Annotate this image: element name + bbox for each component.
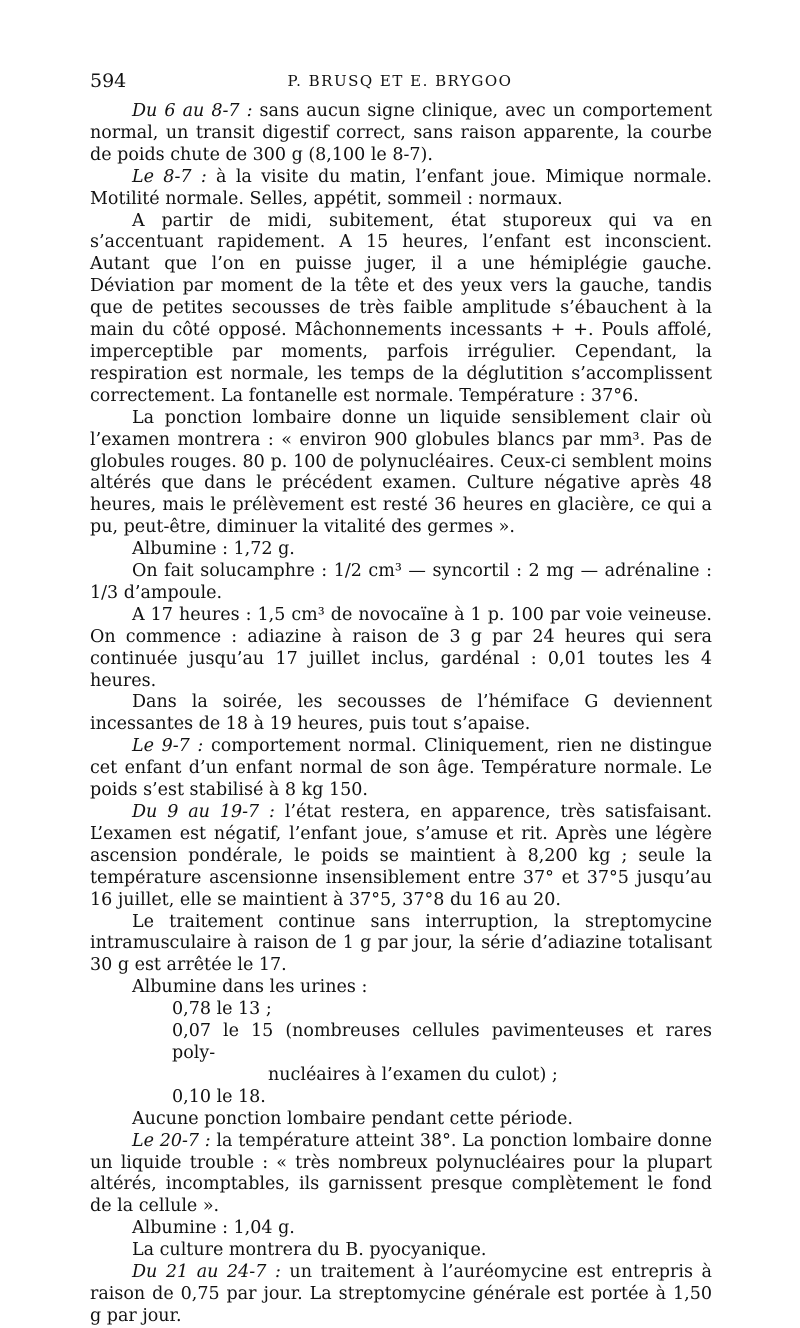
- paragraph-text: sans aucun signe clinique, avec un comportement normal, un transit digestif correct, sans raison apparente, la courbe de poids chute de 300 g (8,100 le 8-7).: [90, 101, 713, 165]
- list-item-text: 0,07 le 15 (nombreuses cellules pavimenteuses et rares poly-: [172, 1021, 712, 1063]
- paragraph: [90, 1109, 712, 1131]
- paragraph-text: à la visite du matin, l’enfant joue. Mimique normale. Motilité normale. Selles, appétit, sommeil : normaux.: [90, 166, 712, 209]
- paragraph: [90, 912, 712, 978]
- paragraph: [90, 1262, 712, 1328]
- paragraph: [90, 977, 712, 999]
- paragraph: [90, 211, 712, 408]
- paragraph-group: [90, 101, 712, 999]
- page-header: [90, 70, 710, 94]
- list-item: [90, 999, 712, 1021]
- date-lead: Du 9 au 19-7 :: [132, 802, 275, 822]
- date-lead: Le 9-7 :: [132, 736, 204, 757]
- paragraph: [90, 1218, 712, 1240]
- paragraph: [90, 605, 712, 693]
- paragraph-text: Albumine : 1,72 g.: [132, 539, 295, 560]
- paragraph-text: A partir de midi, subitement, état stuporeux qui va en s’accentuant rapidement. A 15 heures, l’enfant est inconscient. Autant que l’on en puisse juger, il a une hémiplégie gauche. Déviation par moment de la tête et des yeux vers la gauche, tandis que de petites secousses de très faible amplitude s’ébauchent à la main du côté opposé. Mâchonnements incessants + +. Pouls affolé, imperceptible par moments, parfois irrégulier. Cependant, la respiration est normale, les temps de la déglutition s’accomplissent correctement. La fontanelle est normale. Température : 37°6.: [90, 210, 712, 406]
- paragraph-text: Dans la soirée, les secousses de l’hémiface G deviennent incessantes de 18 à 19 heures, puis tout s’apaise.: [90, 692, 712, 735]
- paragraph-text: un traitement à l’auréomycine est entrepris à raison de 0,75 par jour. La streptomycine générale est portée à 1,50 g par jour.: [90, 1262, 712, 1326]
- paragraph-text: Albumine dans les urines :: [132, 977, 368, 998]
- paragraph-text: La ponction lombaire donne un liquide sensiblement clair où l’examen montrera : « environ 900 globules blancs par mm³. Pas de globules rouges. 80 p. 100 de polynucléaires. Ceux-ci semblent moins altérés que dans le précédent examen. Culture négative après 48 heures, mais le prélèvement est resté 36 heures en glacière, ce qui a pu, peut-être, diminuer la vitalité des germes ».: [90, 407, 712, 538]
- paragraph-text: l’état restera, en apparence, très satisfaisant. L’examen est négatif, l’enfant joue, s’amuse et rit. Après une légère ascension pondérale, le poids se maintient à 8,200 kg ; seule la température ascensionne insensiblement entre 37° et 37°5 jusqu’au 16 juillet, elle se maintient à 37°5, 37°8 du 16 au 20.: [90, 802, 712, 910]
- paragraph-text: On fait solucamphre : 1/2 cm³ — syncortil : 2 mg — adrénaline : 1/3 d’ampoule.: [90, 561, 712, 603]
- paragraph: [90, 101, 712, 167]
- paragraph-text: Albumine : 1,04 g.: [132, 1218, 295, 1239]
- paragraph: [90, 561, 712, 605]
- paragraph: [90, 802, 712, 912]
- paragraph: [90, 408, 712, 539]
- paragraph-text: A 17 heures : 1,5 cm³ de novocaïne à 1 p. 100 par voie veineuse. On commence : adiazine à raison de 3 g par 24 heures qui sera continuée jusqu’au 17 juillet inclus, gardénal : 0,01 toutes les 4 heures.: [90, 604, 712, 691]
- date-lead: Du 6 au 8-7 :: [132, 101, 253, 121]
- list-item: [90, 1021, 712, 1087]
- paragraph-text: La culture montrera du B. pyocyanique.: [132, 1240, 487, 1261]
- paragraph: [90, 692, 712, 736]
- paragraph-group: [90, 1109, 712, 1328]
- running-title: P. BRUSQ ET E. BRYGOO: [287, 72, 513, 90]
- paragraph: [90, 1131, 712, 1219]
- paragraph: [90, 1240, 712, 1262]
- paragraph: [90, 539, 712, 561]
- list-item-text: 0,78 le 13 ;: [172, 999, 272, 1020]
- albumine-list: [90, 999, 712, 1109]
- date-lead: Du 21 au 24-7 :: [132, 1262, 281, 1283]
- paragraph-text: Aucune ponction lombaire pendant cette période.: [132, 1108, 573, 1129]
- paragraph-text: comportement normal. Cliniquement, rien ne distingue cet enfant d’un enfant normal de son âge. Température normale. Le poids s’est stabilisé à 8 kg 150.: [90, 736, 712, 801]
- body-text: [90, 101, 712, 1328]
- page-number: 594: [90, 70, 127, 92]
- paragraph: [90, 167, 712, 211]
- list-item-continuation: nucléaires à l’examen du culot) ;: [268, 1064, 558, 1085]
- date-lead: Le 20-7 :: [132, 1130, 211, 1151]
- list-item: [90, 1087, 712, 1109]
- paragraph-text: la température atteint 38°. La ponction lombaire donne un liquide trouble : « très nombreux polynucléaires pour la plupart altérés, incomptables, ils garnissent presque complètement le fond de la cellule ».: [90, 1130, 712, 1217]
- paragraph: [90, 736, 712, 802]
- paragraph-text: Le traitement continue sans interruption, la streptomycine intramusculaire à raison de 1 g par jour, la série d’adiazine totalisant 30 g est arrêtée le 17.: [90, 911, 712, 976]
- date-lead: Le 8-7 :: [132, 166, 207, 187]
- list-item-text: 0,10 le 18.: [172, 1086, 266, 1107]
